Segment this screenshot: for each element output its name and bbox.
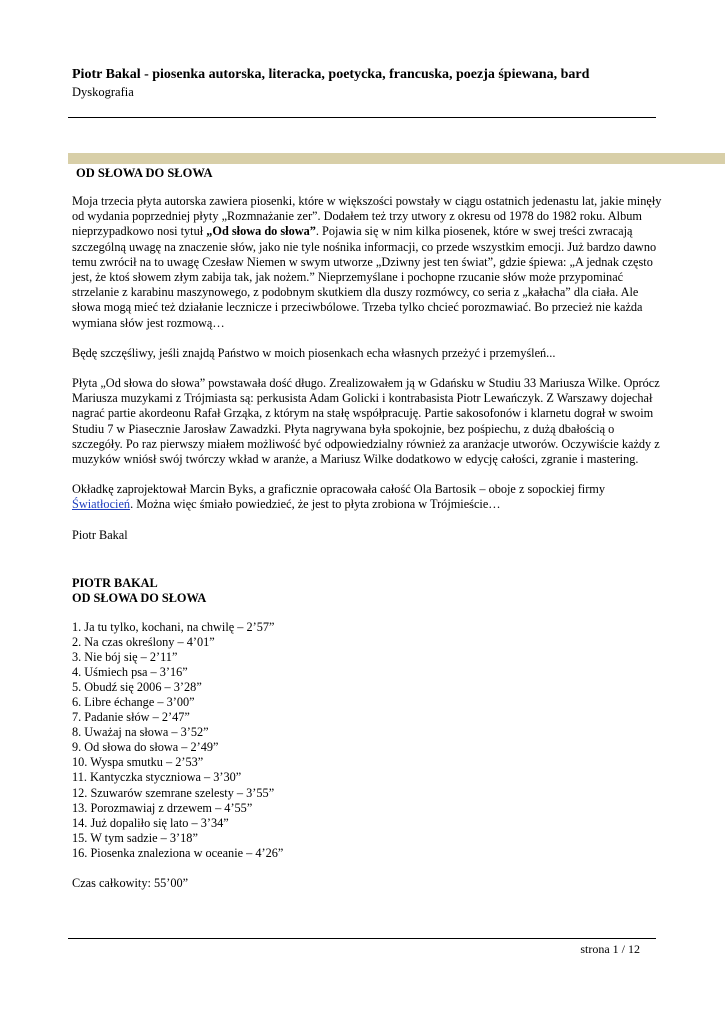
track-item: 16. Piosenka znaleziona w oceanie – 4’26” — [72, 845, 284, 860]
paragraph-4-text-a: Okładkę zaprojektował Marcin Byks, a graficznie opracowała całość Ola Bartosik – oboje z sopockiej firmy — [72, 482, 606, 497]
section-title: OD SŁOWA DO SŁOWA — [76, 166, 213, 180]
paragraph-4-text-b: . Można więc śmiało powiedzieć, że jest to płyta zrobiona w Trójmieście… — [130, 497, 501, 512]
track-item: 9. Od słowa do słowa – 2’49” — [72, 740, 219, 755]
page-header — [72, 66, 652, 100]
footer-divider — [68, 938, 656, 939]
document-title: Piotr Bakal - piosenka autorska, literacka, poetycka, francuska, poezja śpiewana, bard — [72, 67, 590, 82]
track-list — [72, 620, 652, 861]
track-item: 11. Kantyczka styczniowa – 3’30” — [72, 770, 242, 785]
document-subtitle: Dyskografia — [72, 85, 134, 99]
swiatlocien-link[interactable]: Światłocień — [72, 497, 131, 512]
intro-text — [72, 194, 662, 558]
track-item: 8. Uważaj na słowa – 3’52” — [72, 725, 209, 740]
track-item: 1. Ja tu tylko, kochani, na chwilę – 2’57” — [72, 620, 275, 634]
album-title: OD SŁOWA DO SŁOWA — [72, 591, 207, 605]
album-title-bold: „Od słowa do słowa” — [206, 224, 316, 239]
track-item: 15. W tym sadzie – 3’18” — [72, 830, 198, 845]
track-item: 7. Padanie słów – 2’47” — [72, 710, 190, 725]
track-item: 6. Libre échange – 3’00” — [72, 695, 195, 710]
album-tracklist-section — [72, 576, 652, 891]
album-artist: PIOTR BAKAL — [72, 576, 158, 590]
track-item: 4. Uśmiech psa – 3’16” — [72, 665, 188, 680]
page-number: strona 1 / 12 — [580, 942, 640, 956]
paragraph-2: Będę szczęśliwy, jeśli znajdą Państwo w moich piosenkach echa własnych przeżyć i przemyśleń... — [72, 345, 556, 360]
signature: Piotr Bakal — [72, 527, 128, 542]
track-item: 13. Porozmawiaj z drzewem – 4’55” — [72, 800, 253, 815]
header-divider — [68, 117, 656, 118]
paragraph-1 — [72, 194, 662, 331]
paragraph-1-text-a: Moja trzecia płyta autorska zawiera piosenki, które w większości powstały w ciągu ostatnich jedenastu lat, jakie minęły od wydania poprzedniej płyty „Rozmnażanie zer”. Dodałem też trzy utwory z okresu od 1978 do 1982 roku. Album nieprzypadkowo nosi tytuł — [72, 194, 662, 239]
total-duration: Czas całkowity: 55’00” — [72, 875, 189, 890]
track-item: 14. Już dopaliło się lato – 3’34” — [72, 815, 229, 830]
section-bar — [68, 153, 725, 164]
track-item: 5. Obudź się 2006 – 3’28” — [72, 680, 202, 695]
track-item: 2. Na czas określony – 4’01” — [72, 635, 215, 650]
track-item: 3. Nie bój się – 2’11” — [72, 650, 178, 665]
track-item: 10. Wyspa smutku – 2’53” — [72, 755, 204, 770]
track-item: 12. Szuwarów szemrane szelesty – 3’55” — [72, 785, 275, 800]
paragraph-4 — [72, 482, 662, 512]
paragraph-3: Płyta „Od słowa do słowa” powstawała dość długo. Zrealizowałem ją w Gdańsku w Studiu 33 Mariusza Wilke. Oprócz Mariusza muzykami z Trójmiasta są: perkusista Adam Golicki i kontrabasista Piotr Lewańczyk. Z Warszawy dojechał nagrać partie akordeonu Rafał Grząka, z którym na stałę współpracuję. Partie sakosofonów i klarnetu dograł w swoim Studiu 7 w Piasecznie Jarosław Zawadzki. Płyta nagrywana była spokojnie, bez pośpiechu, z dużą dbałością o szczegóły. Po raz pierwszy miałem możliwość być odpowiedzialny również za aranżacje utworów. Oczywiście każdy z muzyków wniósł swój twórczy wkład w aranże, a Mariusz Wilke dodatkowo w edycję całości, zgranie i mastering. — [72, 376, 660, 467]
paragraph-1-text-b: . Pojawia się w nim kilka piosenek, które w swej treści zwracają szczególną uwagę na znaczenie słów, jako nie tyle nośnika informacji, co przede wszystkim emocji. Już bardzo dawno temu zwrócił na to uwagę Czesław Niemen w swym utworze „Dziwny jest ten świat”, gdzie śpiewa: „A jednak często jest, że ktoś słowem złym zabija tak, jak nożem.” Nieprzemyślane i pochopne rzucanie słów może przypominać strzelanie z karabinu maszynowego, z podobnym skutkiem dla duszy rozmówcy, co seria z „kałacha” dla ciała. Ale słowa mogą mieć też działanie lecznicze i przeciwbólowe. Trzeba tylko chcieć porozmawiać. Bo przecież nie każda wymiana słów jest rozmową… — [72, 224, 657, 330]
